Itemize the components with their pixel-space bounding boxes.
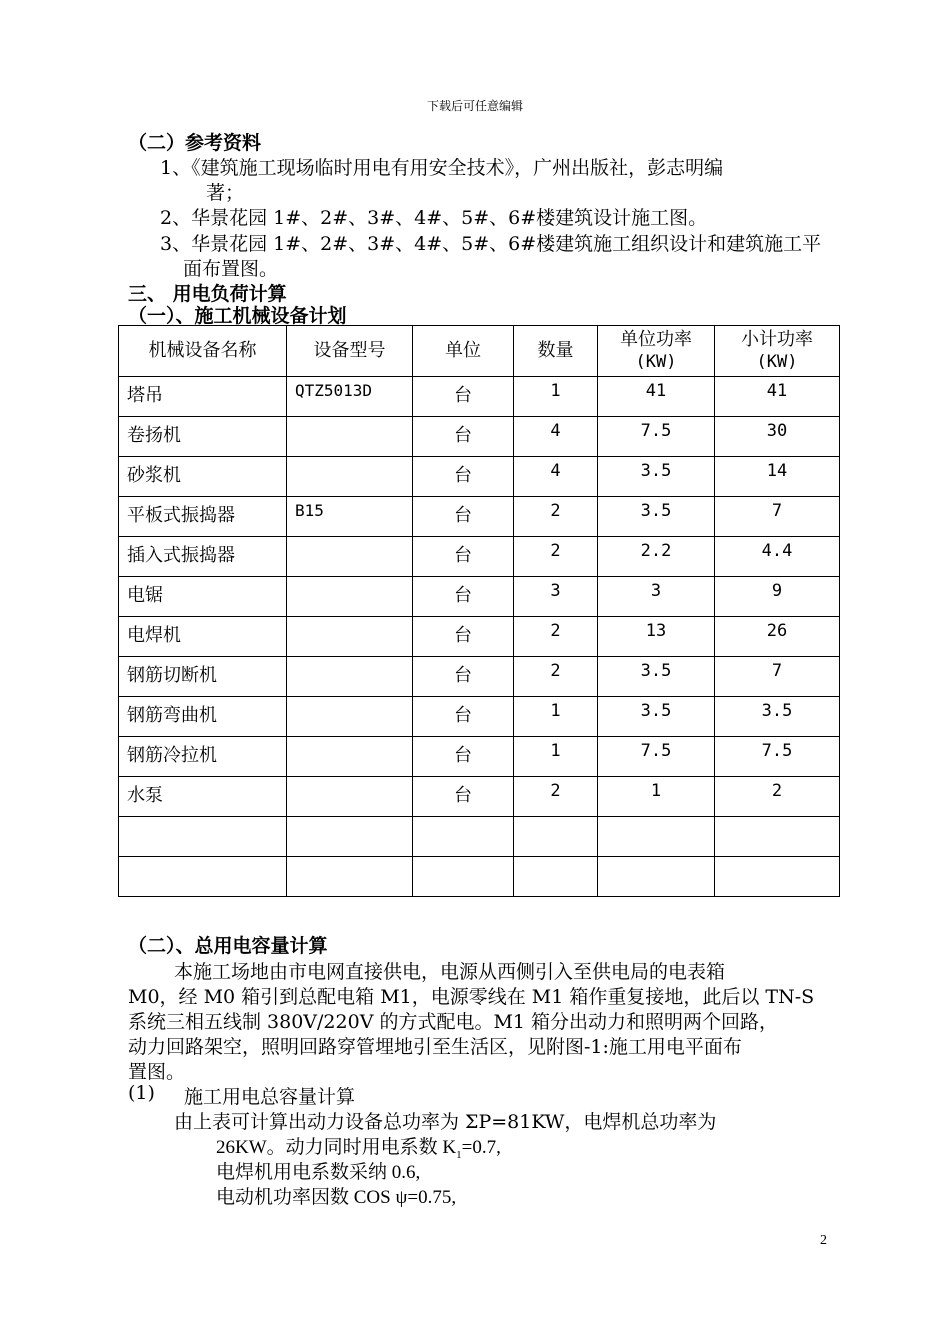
cell-subtotal-power bbox=[715, 857, 840, 897]
cell-unit-power: 3.5 bbox=[598, 697, 715, 737]
cell-unit-power: 3.5 bbox=[598, 497, 715, 537]
cell-model: QTZ5013D bbox=[287, 377, 413, 417]
column-header-name: 机械设备名称 bbox=[119, 326, 287, 377]
cell-quantity: 4 bbox=[514, 457, 598, 497]
reference-item-1-line-1: 1、《建筑施工现场临时用电有用安全技术》，广州出版社，彭志明编 bbox=[160, 157, 724, 179]
table-row bbox=[119, 577, 840, 617]
cell-unit: 台 bbox=[413, 737, 514, 777]
cell-name bbox=[119, 857, 287, 897]
cell-name: 塔吊 bbox=[119, 377, 287, 417]
cell-unit bbox=[413, 857, 514, 897]
section-3-title: 三、 用电负荷计算 bbox=[128, 283, 287, 305]
column-header-quantity: 数量 bbox=[514, 326, 598, 377]
power-supply-para-line-1: 本施工场地由市电网直接供电，电源从西侧引入至供电局的电表箱 bbox=[174, 961, 726, 983]
cell-name: 钢筋弯曲机 bbox=[119, 697, 287, 737]
column-header-subtotal-power: 小计功率 (KW) bbox=[715, 326, 840, 377]
calc-line-1: 由上表可计算出动力设备总功率为 ΣP=81KW，电焊机总功率为 bbox=[174, 1111, 717, 1133]
cell-unit: 台 bbox=[413, 537, 514, 577]
power-supply-para-line-3: 系统三相五线制 380V/220V 的方式配电。M1 箱分出动力和照明两个回路， bbox=[128, 1011, 779, 1033]
cell-subtotal-power: 3.5 bbox=[715, 697, 840, 737]
equipment-table bbox=[118, 325, 840, 897]
cell-model bbox=[287, 577, 413, 617]
column-header-model: 设备型号 bbox=[287, 326, 413, 377]
cell-model bbox=[287, 537, 413, 577]
cell-name: 插入式振捣器 bbox=[119, 537, 287, 577]
table-header-row bbox=[119, 326, 840, 377]
cell-unit: 台 bbox=[413, 657, 514, 697]
cell-name: 平板式振捣器 bbox=[119, 497, 287, 537]
cell-unit-power: 7.5 bbox=[598, 417, 715, 457]
table-row bbox=[119, 777, 840, 817]
cell-subtotal-power: 7 bbox=[715, 497, 840, 537]
cell-quantity: 2 bbox=[514, 777, 598, 817]
cell-unit-power bbox=[598, 857, 715, 897]
cell-model bbox=[287, 817, 413, 857]
cell-unit-power: 13 bbox=[598, 617, 715, 657]
cell-unit bbox=[413, 817, 514, 857]
page-number: 2 bbox=[820, 1233, 827, 1248]
cell-subtotal-power: 9 bbox=[715, 577, 840, 617]
calc-item-title: 施工用电总容量计算 bbox=[184, 1086, 356, 1108]
table-row bbox=[119, 457, 840, 497]
cell-unit: 台 bbox=[413, 457, 514, 497]
cell-unit: 台 bbox=[413, 697, 514, 737]
cell-unit: 台 bbox=[413, 417, 514, 457]
cell-model bbox=[287, 417, 413, 457]
power-supply-para-line-2: M0，经 M0 箱引到总配电箱 M1，电源零线在 M1 箱作重复接地，此后以 TN-S bbox=[128, 986, 815, 1008]
cell-subtotal-power: 41 bbox=[715, 377, 840, 417]
cell-model bbox=[287, 617, 413, 657]
cell-quantity: 4 bbox=[514, 417, 598, 457]
cell-subtotal-power: 4.4 bbox=[715, 537, 840, 577]
calc-line-2: 26KW。动力同时用电系数 $K_1=0.7$, bbox=[216, 1137, 501, 1161]
cell-unit-power: 1 bbox=[598, 777, 715, 817]
cell-unit-power: 3.5 bbox=[598, 657, 715, 697]
cell-unit: 台 bbox=[413, 377, 514, 417]
table-row bbox=[119, 857, 840, 897]
cell-model bbox=[287, 657, 413, 697]
cell-model bbox=[287, 737, 413, 777]
cell-name bbox=[119, 817, 287, 857]
table-row bbox=[119, 537, 840, 577]
reference-item-3-line-1: 3、华景花园 1#、2#、3#、4#、5#、6#楼建筑施工组织设计和建筑施工平 bbox=[160, 233, 822, 255]
table-row bbox=[119, 697, 840, 737]
cell-model bbox=[287, 697, 413, 737]
total-capacity-title: （二）、总用电容量计算 bbox=[128, 935, 328, 957]
page-header: 下载后可任意编辑 bbox=[426, 99, 523, 113]
cell-model: B15 bbox=[287, 497, 413, 537]
cell-quantity: 1 bbox=[514, 377, 598, 417]
reference-item-1-line-2: 著； bbox=[206, 182, 245, 204]
cell-name: 水泵 bbox=[119, 777, 287, 817]
cell-subtotal-power: 30 bbox=[715, 417, 840, 457]
calc-line-4: 电动机功率因数 COS ψ=0.75, bbox=[216, 1187, 457, 1208]
table-row bbox=[119, 497, 840, 537]
cell-subtotal-power: 2 bbox=[715, 777, 840, 817]
cell-subtotal-power: 7 bbox=[715, 657, 840, 697]
cell-name: 钢筋切断机 bbox=[119, 657, 287, 697]
cell-unit-power: 3.5 bbox=[598, 457, 715, 497]
cell-subtotal-power bbox=[715, 817, 840, 857]
cell-quantity: 2 bbox=[514, 617, 598, 657]
table-row bbox=[119, 817, 840, 857]
calc-line-3: 电焊机用电系数采纳 0.6, bbox=[216, 1162, 421, 1183]
reference-item-2: 2、华景花园 1#、2#、3#、4#、5#、6#楼建筑设计施工图。 bbox=[160, 207, 708, 229]
cell-unit-power: 7.5 bbox=[598, 737, 715, 777]
cell-subtotal-power: 7.5 bbox=[715, 737, 840, 777]
cell-unit: 台 bbox=[413, 617, 514, 657]
cell-name: 电焊机 bbox=[119, 617, 287, 657]
cell-name: 砂浆机 bbox=[119, 457, 287, 497]
table-row bbox=[119, 617, 840, 657]
table-row bbox=[119, 377, 840, 417]
reference-item-3-line-2: 面布置图。 bbox=[183, 258, 279, 280]
cell-unit-power: 3 bbox=[598, 577, 715, 617]
calc-item-number: (1) bbox=[128, 1082, 155, 1104]
equipment-plan-title: （一）、施工机械设备计划 bbox=[128, 305, 347, 327]
cell-quantity: 1 bbox=[514, 697, 598, 737]
table-row bbox=[119, 657, 840, 697]
cell-quantity bbox=[514, 857, 598, 897]
cell-quantity: 1 bbox=[514, 737, 598, 777]
cell-quantity: 3 bbox=[514, 577, 598, 617]
column-header-unit: 单位 bbox=[413, 326, 514, 377]
power-supply-para-line-5: 置图。 bbox=[128, 1061, 186, 1083]
cell-subtotal-power: 14 bbox=[715, 457, 840, 497]
cell-quantity bbox=[514, 817, 598, 857]
cell-name: 电锯 bbox=[119, 577, 287, 617]
cell-unit: 台 bbox=[413, 777, 514, 817]
section-title-references: （二）参考资料 bbox=[128, 132, 262, 154]
cell-quantity: 2 bbox=[514, 537, 598, 577]
cell-subtotal-power: 26 bbox=[715, 617, 840, 657]
cell-unit-power: 41 bbox=[598, 377, 715, 417]
cell-quantity: 2 bbox=[514, 657, 598, 697]
cell-name: 钢筋冷拉机 bbox=[119, 737, 287, 777]
cell-model bbox=[287, 457, 413, 497]
cell-model bbox=[287, 777, 413, 817]
cell-model bbox=[287, 857, 413, 897]
power-supply-para-line-4: 动力回路架空，照明回路穿管埋地引至生活区，见附图-1:施工用电平面布 bbox=[128, 1036, 742, 1058]
cell-unit-power bbox=[598, 817, 715, 857]
cell-unit: 台 bbox=[413, 577, 514, 617]
column-header-unit-power: 单位功率 (KW) bbox=[598, 326, 715, 377]
cell-name: 卷扬机 bbox=[119, 417, 287, 457]
table-row bbox=[119, 417, 840, 457]
cell-quantity: 2 bbox=[514, 497, 598, 537]
cell-unit-power: 2.2 bbox=[598, 537, 715, 577]
table-row bbox=[119, 737, 840, 777]
cell-unit: 台 bbox=[413, 497, 514, 537]
